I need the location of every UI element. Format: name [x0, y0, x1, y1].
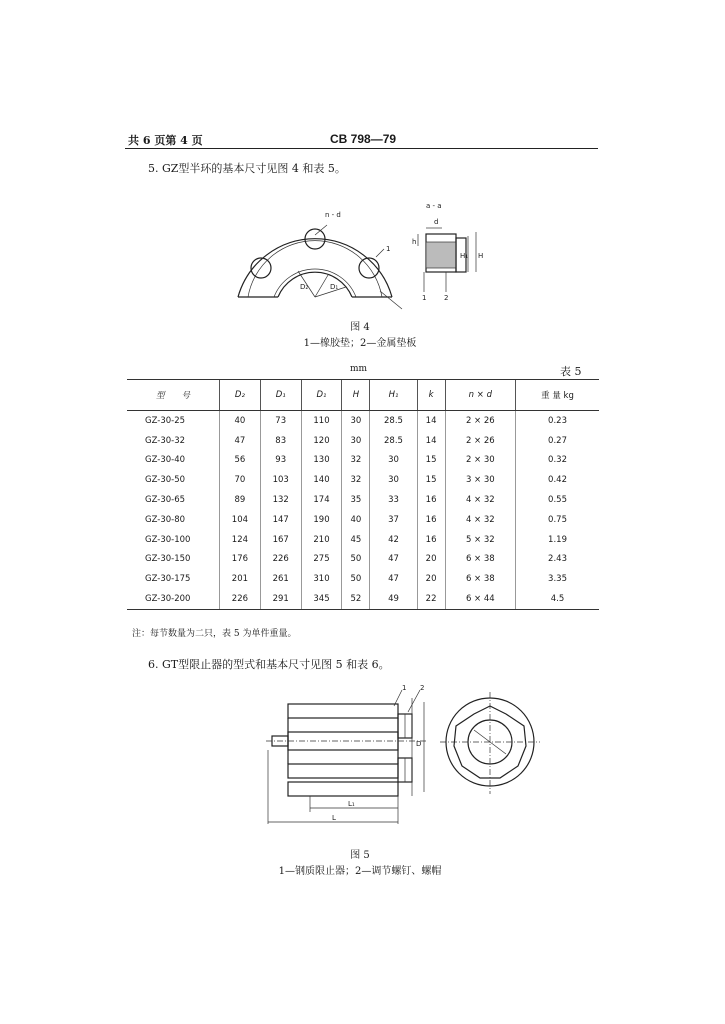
- cell-model: GZ-30-50: [145, 475, 186, 486]
- label-d: d: [434, 218, 439, 226]
- cell-model: GZ-30-80: [145, 514, 186, 525]
- cell: 120: [301, 431, 342, 451]
- cell: 30: [370, 451, 417, 471]
- cell: 190: [301, 510, 342, 530]
- figure4-caption: 1—橡胶垫；2—金属垫板: [303, 338, 417, 349]
- page-info: 共 6 页第 4 页: [128, 134, 203, 147]
- cell: 275: [301, 550, 342, 570]
- label-part1-fig5: 1: [402, 684, 407, 692]
- figure4-half-ring: [230, 205, 400, 315]
- label-d2: D₂: [300, 283, 309, 291]
- cell-model: GZ-30-25: [145, 415, 186, 426]
- cell: 261: [260, 569, 301, 589]
- table-row: [127, 411, 599, 431]
- cell: 52: [342, 589, 370, 609]
- table-row: [127, 569, 599, 589]
- cell: 47: [370, 550, 417, 570]
- col-d2: D₂: [220, 380, 261, 411]
- cell: 6 × 38: [445, 569, 515, 589]
- label-H: H: [478, 252, 484, 260]
- standard-number: CB 798—79: [330, 132, 397, 146]
- cell: 4 × 32: [445, 490, 515, 510]
- cell: 226: [260, 550, 301, 570]
- cell-model: GZ-30-150: [145, 554, 191, 565]
- label-l1: L₁: [348, 800, 355, 808]
- cell: 0.42: [516, 470, 599, 490]
- cell: 22: [417, 589, 445, 609]
- label-nd: n - d: [325, 211, 341, 219]
- cell: 310: [301, 569, 342, 589]
- limiter-bar: [288, 764, 398, 778]
- cell: 0.75: [516, 510, 599, 530]
- inner-arc: [278, 272, 352, 297]
- table5-note: 注：每节数量为二只，表 5 为单件重量。: [132, 629, 297, 639]
- cell: 40: [342, 510, 370, 530]
- cell: 5 × 32: [445, 530, 515, 550]
- cell: 2 × 30: [445, 451, 515, 471]
- cell: 0.32: [516, 451, 599, 471]
- cell: 35: [342, 490, 370, 510]
- table5: [127, 379, 599, 610]
- table-row: [127, 510, 599, 530]
- cell: 28.5: [370, 411, 417, 431]
- col-d1: D₁: [260, 380, 301, 411]
- cell: 20: [417, 550, 445, 570]
- outer-arc: [238, 239, 392, 297]
- figure5-caption: 1—钢质限止器；2—调节螺钉、螺帽: [278, 866, 442, 877]
- col-k: k: [417, 380, 445, 411]
- cell: 56: [220, 451, 261, 471]
- cell: 345: [301, 589, 342, 609]
- bolt-hole: [251, 258, 271, 278]
- label-section-aa: a - a: [426, 202, 442, 210]
- cell: 15: [417, 451, 445, 471]
- bolt-hole: [359, 258, 379, 278]
- label-h: h: [412, 238, 417, 246]
- cell: 132: [260, 490, 301, 510]
- cell: 49: [370, 589, 417, 609]
- label-D: D: [416, 740, 422, 748]
- col-nd: n × d: [445, 380, 515, 411]
- label-part1-aa: 1: [422, 294, 427, 302]
- table-row: [127, 589, 599, 609]
- col-h: H: [342, 380, 370, 411]
- cell: 2 × 26: [445, 431, 515, 451]
- limiter-bar: [288, 704, 398, 718]
- table-row: [127, 550, 599, 570]
- cell-model: GZ-30-200: [127, 589, 220, 609]
- cell: 1.19: [516, 530, 599, 550]
- cell: 32: [342, 470, 370, 490]
- cell: 291: [260, 589, 301, 609]
- cell: 6 × 44: [445, 589, 515, 609]
- unit-label: mm: [350, 364, 368, 374]
- cell: 30: [342, 411, 370, 431]
- cell: 14: [417, 431, 445, 451]
- label-part2-fig5: 2: [420, 684, 425, 692]
- section6-intro: 6. GT型限止器的型式和基本尺寸见图 5 和表 6。: [148, 658, 390, 671]
- cell: 130: [301, 451, 342, 471]
- cell: 47: [370, 569, 417, 589]
- cell: 6 × 38: [445, 550, 515, 570]
- cell-model: GZ-30-32: [145, 435, 186, 446]
- cell-model: GZ-30-175: [145, 574, 191, 585]
- table-row: [127, 490, 599, 510]
- cell-model: GZ-30-40: [145, 455, 186, 466]
- cell: 32: [342, 451, 370, 471]
- cell: 2.43: [516, 550, 599, 570]
- col-model: 型 号: [127, 380, 220, 411]
- cell: 226: [220, 589, 261, 609]
- cell-model: GZ-30-65: [145, 495, 186, 506]
- cell: 30: [342, 431, 370, 451]
- cell: 45: [342, 530, 370, 550]
- cell: 16: [417, 530, 445, 550]
- cell: 20: [417, 569, 445, 589]
- cell: 124: [220, 530, 261, 550]
- table5-label: 表 5: [560, 365, 582, 378]
- cell: 210: [301, 530, 342, 550]
- col-h1: H₁: [370, 380, 417, 411]
- table-row: [127, 431, 599, 451]
- cell: 40: [220, 411, 261, 431]
- cell: 0.27: [516, 431, 599, 451]
- cell: 104: [220, 510, 261, 530]
- cell: 28.5: [370, 431, 417, 451]
- cell: 73: [260, 411, 301, 431]
- cell: 3 × 30: [445, 470, 515, 490]
- cell: 30: [370, 470, 417, 490]
- cell: 14: [417, 411, 445, 431]
- cell: 2 × 26: [445, 411, 515, 431]
- cell: 70: [220, 470, 261, 490]
- cell: 176: [220, 550, 261, 570]
- cell: 15: [417, 470, 445, 490]
- cell: 42: [370, 530, 417, 550]
- table-row: [127, 530, 599, 550]
- cell: 140: [301, 470, 342, 490]
- label-part2-aa: 2: [444, 294, 449, 302]
- table-row: [127, 470, 599, 490]
- label-part1: 1: [386, 245, 391, 253]
- cell: 4 × 32: [445, 510, 515, 530]
- cell: 110: [301, 411, 342, 431]
- label-l: L: [332, 814, 336, 822]
- cell: 0.55: [516, 490, 599, 510]
- col-weight: 重 量 kg: [516, 380, 599, 411]
- table-header-row: [127, 380, 599, 411]
- cell: 103: [260, 470, 301, 490]
- cell: 0.23: [516, 411, 599, 431]
- label-h1: H₁: [460, 252, 469, 260]
- cell: 89: [220, 490, 261, 510]
- table-row: [127, 451, 599, 471]
- figure5-end-view: [440, 690, 540, 800]
- figure5-title: 图 5: [350, 850, 370, 861]
- cell: 16: [417, 510, 445, 530]
- cell: 47: [220, 431, 261, 451]
- cell: 201: [220, 569, 261, 589]
- label-d1: D₁: [330, 283, 339, 291]
- figure5-side-view: [262, 684, 432, 833]
- cell: 50: [342, 569, 370, 589]
- cell: 50: [342, 550, 370, 570]
- cell: 174: [301, 490, 342, 510]
- cell: 83: [260, 431, 301, 451]
- figure4-section-aa: [412, 200, 492, 305]
- cell: 147: [260, 510, 301, 530]
- cell: 3.35: [516, 569, 599, 589]
- header-rule: [125, 148, 598, 149]
- cell: 16: [417, 490, 445, 510]
- cell: 93: [260, 451, 301, 471]
- cell: 33: [370, 490, 417, 510]
- figure4-title: 图 4: [350, 322, 370, 333]
- cell: 167: [260, 530, 301, 550]
- cell-model: GZ-30-100: [145, 534, 191, 545]
- cell: 37: [370, 510, 417, 530]
- limiter-bar: [288, 782, 398, 796]
- section5-intro: 5. GZ型半环的基本尺寸见图 4 和表 5。: [148, 162, 346, 175]
- col-d1b: D₁: [301, 380, 342, 411]
- cell: 4.5: [516, 589, 599, 609]
